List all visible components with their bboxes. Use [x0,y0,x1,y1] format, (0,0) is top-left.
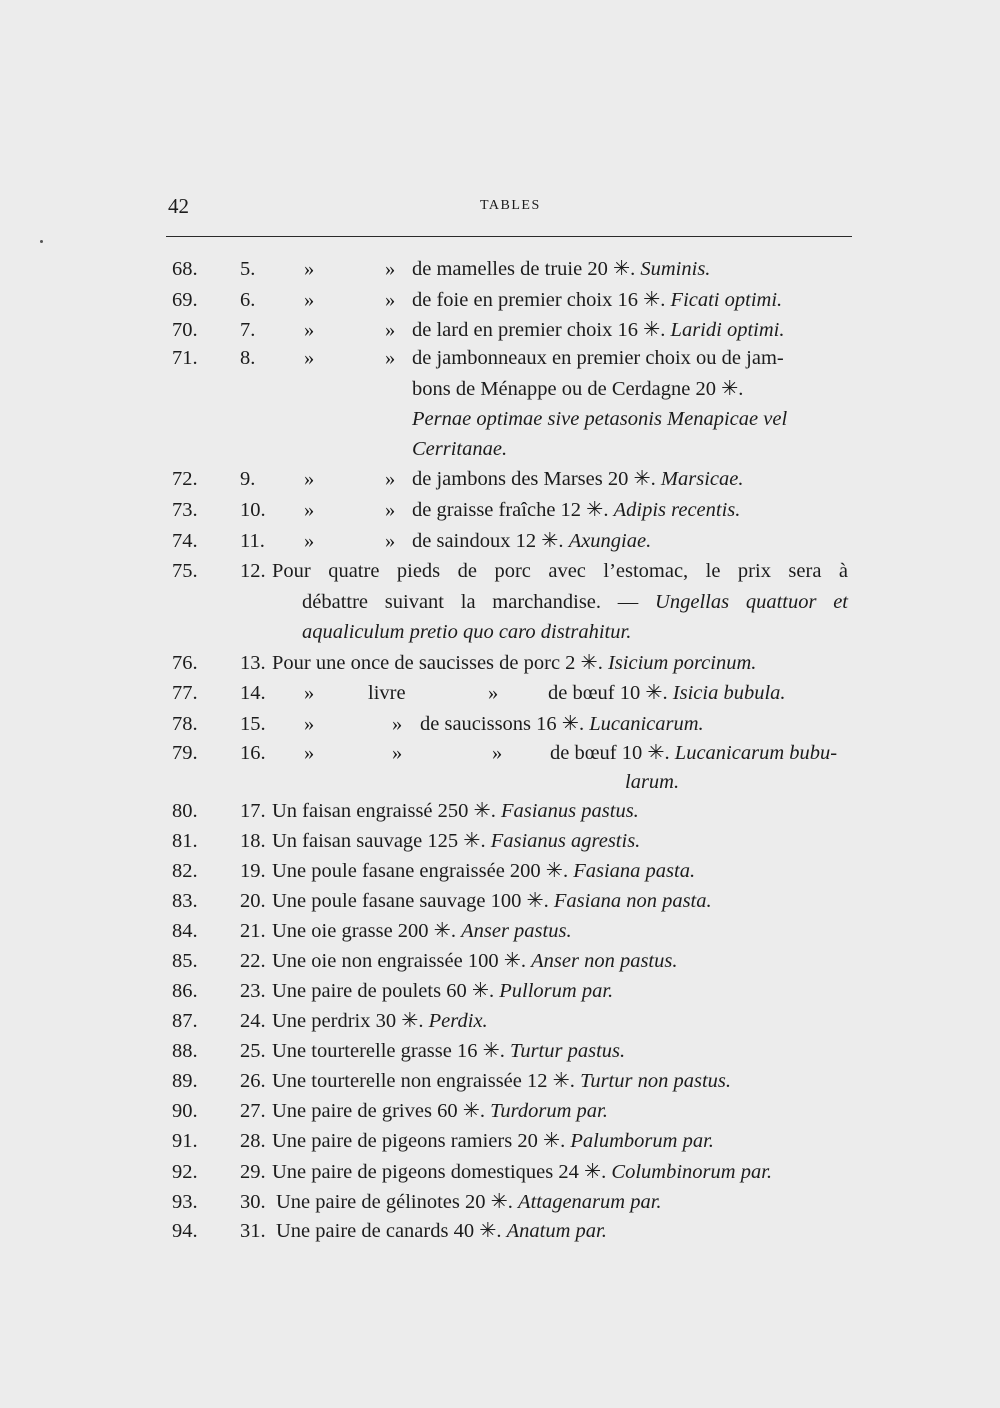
ditto-mark: » [385,499,396,521]
table-row [0,465,1000,493]
table-row-continuation [0,375,1000,403]
sub-number: 12. [240,560,266,582]
entry-text: de mamelles de truie 20 ✳. Suminis. [412,258,711,280]
sub-number: 25. [240,1040,266,1062]
entry-text: Une paire de grives 60 ✳. Turdorum par. [272,1100,608,1122]
sub-number: 24. [240,1010,266,1032]
ditto-mark: » [492,742,503,764]
latin-text: Cerritanae. [412,438,508,460]
entry-text: Une poule fasane sauvage 100 ✳. Fasiana non pasta. [272,890,712,912]
table-row-continuation [0,588,1000,616]
entry-text: Une paire de pigeons ramiers 20 ✳. Palumborum par. [272,1130,714,1152]
sub-number: 6. [240,289,256,311]
entry-text: de jambonneaux en premier choix ou de jam- [412,347,784,369]
entry-number: 74. [172,530,198,552]
ditto-mark: » [304,468,315,490]
ditto-mark: » [488,682,499,704]
table-row [0,1067,1000,1095]
sub-number: 22. [240,950,266,972]
ditto-mark: » [304,347,315,369]
latin-text: Pernae optimae sive petasonis Menapicae vel [412,408,788,430]
entry-text: Un faisan sauvage 125 ✳. Fasianus agrestis. [272,830,641,852]
entry-text: Une tourterelle grasse 16 ✳. Turtur pastus. [272,1040,626,1062]
entry-text: Une poule fasane engraissée 200 ✳. Fasiana pasta. [272,860,696,882]
entry-number: 92. [172,1161,198,1183]
entry-number: 77. [172,682,198,704]
table-row [0,1007,1000,1035]
ditto-mark: » [304,713,315,735]
entry-number: 83. [172,890,198,912]
ditto-mark: » [304,742,315,764]
ditto-mark: » [392,713,403,735]
table-row [0,1037,1000,1065]
entry-number: 72. [172,468,198,490]
ditto-mark: » [385,258,396,280]
sub-number: 31. [240,1220,266,1242]
sub-number: 7. [240,319,256,341]
table-row [0,739,1000,767]
table-row [0,977,1000,1005]
table-row [0,316,1000,344]
latin-text: aqualiculum pretio quo caro distrahitur. [302,621,632,643]
entry-text: de foie en premier choix 16 ✳. Ficati optimi. [412,289,783,311]
sub-number: 16. [240,742,266,764]
table-row [0,710,1000,738]
ditto-mark: » [385,468,396,490]
entry-text: de bœuf 10 ✳. Isicia bubula. [548,682,786,704]
entry-text: bons de Ménappe ou de Cerdagne 20 ✳. [412,378,744,400]
ditto-mark: » [304,682,315,704]
sub-number: 28. [240,1130,266,1152]
entry-text: de graisse fraîche 12 ✳. Adipis recentis. [412,499,741,521]
sub-number: 29. [240,1161,266,1183]
table-row [0,496,1000,524]
table-row [0,344,1000,372]
ditto-mark: » [385,319,396,341]
ditto-mark: » [385,289,396,311]
ditto-mark: » [304,499,315,521]
sub-number: 8. [240,347,256,369]
sub-number: 19. [240,860,266,882]
table-row [0,255,1000,283]
table-row [0,827,1000,855]
entry-text: Une paire de pigeons domestiques 24 ✳. Columbinorum par. [272,1161,773,1183]
entry-text: débattre suivant la marchandise. — Ungellas quattuor et [302,591,849,613]
table-row [0,649,1000,677]
sub-number: 20. [240,890,266,912]
entry-text: Une paire de canards 40 ✳. Anatum par. [276,1220,607,1242]
entry-text: de lard en premier choix 16 ✳. Laridi optimi. [412,319,785,341]
sub-number: 17. [240,800,266,822]
entry-text: de saindoux 12 ✳. Axungiae. [412,530,652,552]
table-row [0,1158,1000,1186]
sub-number: 13. [240,652,266,674]
page-number: 42 [168,194,189,218]
table-row [0,557,1000,585]
entry-number: 86. [172,980,198,1002]
ditto-mark: » [385,347,396,369]
entry-text: Une paire de gélinotes 20 ✳. Attagenarum par. [276,1191,662,1213]
entry-number: 75. [172,560,198,582]
entry-number: 84. [172,920,198,942]
sub-number: 30. [240,1191,266,1213]
entry-number: 87. [172,1010,198,1032]
ditto-mark: » [385,530,396,552]
entry-text: Une perdrix 30 ✳. Perdix. [272,1010,488,1032]
table-row [0,1127,1000,1155]
entry-text: Un faisan engraissé 250 ✳. Fasianus pastus. [272,800,639,822]
entry-number: 80. [172,800,198,822]
entry-number: 76. [172,652,198,674]
sub-number: 27. [240,1100,266,1122]
table-row [0,887,1000,915]
entry-number: 68. [172,258,198,280]
sub-number: 5. [240,258,256,280]
entry-text: de jambons des Marses 20 ✳. Marsicae. [412,468,744,490]
table-row [0,947,1000,975]
table-row-continuation [0,405,1000,433]
table-row-continuation [0,435,1000,463]
entry-number: 90. [172,1100,198,1122]
unit-word: livre [368,682,406,704]
latin-text: larum. [625,771,680,793]
entry-number: 81. [172,830,198,852]
ditto-mark: » [304,289,315,311]
running-head: TABLES [480,198,541,213]
entry-text: de bœuf 10 ✳. Lucanicarum bubu- [550,742,838,764]
table-row [0,1217,1000,1245]
sub-number: 15. [240,713,266,735]
sub-number: 18. [240,830,266,852]
entry-text: Pour quatre pieds de porc avec l’estomac, le prix sera à [272,560,848,582]
table-row-continuation [0,768,1000,796]
entry-number: 79. [172,742,198,764]
table-row [0,679,1000,707]
entry-number: 93. [172,1191,198,1213]
table-row [0,286,1000,314]
entry-number: 71. [172,347,198,369]
table-row [0,527,1000,555]
sub-number: 11. [240,530,265,552]
ditto-mark: » [304,319,315,341]
table-row [0,857,1000,885]
entry-text: de saucissons 16 ✳. Lucanicarum. [420,713,704,735]
entry-number: 78. [172,713,198,735]
sub-number: 26. [240,1070,266,1092]
entry-text: Pour une once de saucisses de porc 2 ✳. Isicium porcinum. [272,652,757,674]
entry-number: 70. [172,319,198,341]
sub-number: 9. [240,468,256,490]
entry-number: 69. [172,289,198,311]
entry-text: Une tourterelle non engraissée 12 ✳. Turtur non pastus. [272,1070,732,1092]
entry-text: Une oie non engraissée 100 ✳. Anser non pastus. [272,950,678,972]
sub-number: 21. [240,920,266,942]
table-row [0,1097,1000,1125]
sub-number: 10. [240,499,266,521]
entry-text: Une oie grasse 200 ✳. Anser pastus. [272,920,572,942]
entry-number: 73. [172,499,198,521]
table-row [0,1188,1000,1216]
table-row [0,917,1000,945]
ditto-mark: » [304,530,315,552]
entry-number: 94. [172,1220,198,1242]
entry-text: Une paire de poulets 60 ✳. Pullorum par. [272,980,614,1002]
table-row-continuation [0,618,1000,646]
ditto-mark: » [304,258,315,280]
entry-number: 89. [172,1070,198,1092]
entry-number: 85. [172,950,198,972]
sub-number: 23. [240,980,266,1002]
table-row [0,797,1000,825]
sub-number: 14. [240,682,266,704]
entry-number: 82. [172,860,198,882]
entry-number: 91. [172,1130,198,1152]
entry-number: 88. [172,1040,198,1062]
ditto-mark: » [392,742,403,764]
